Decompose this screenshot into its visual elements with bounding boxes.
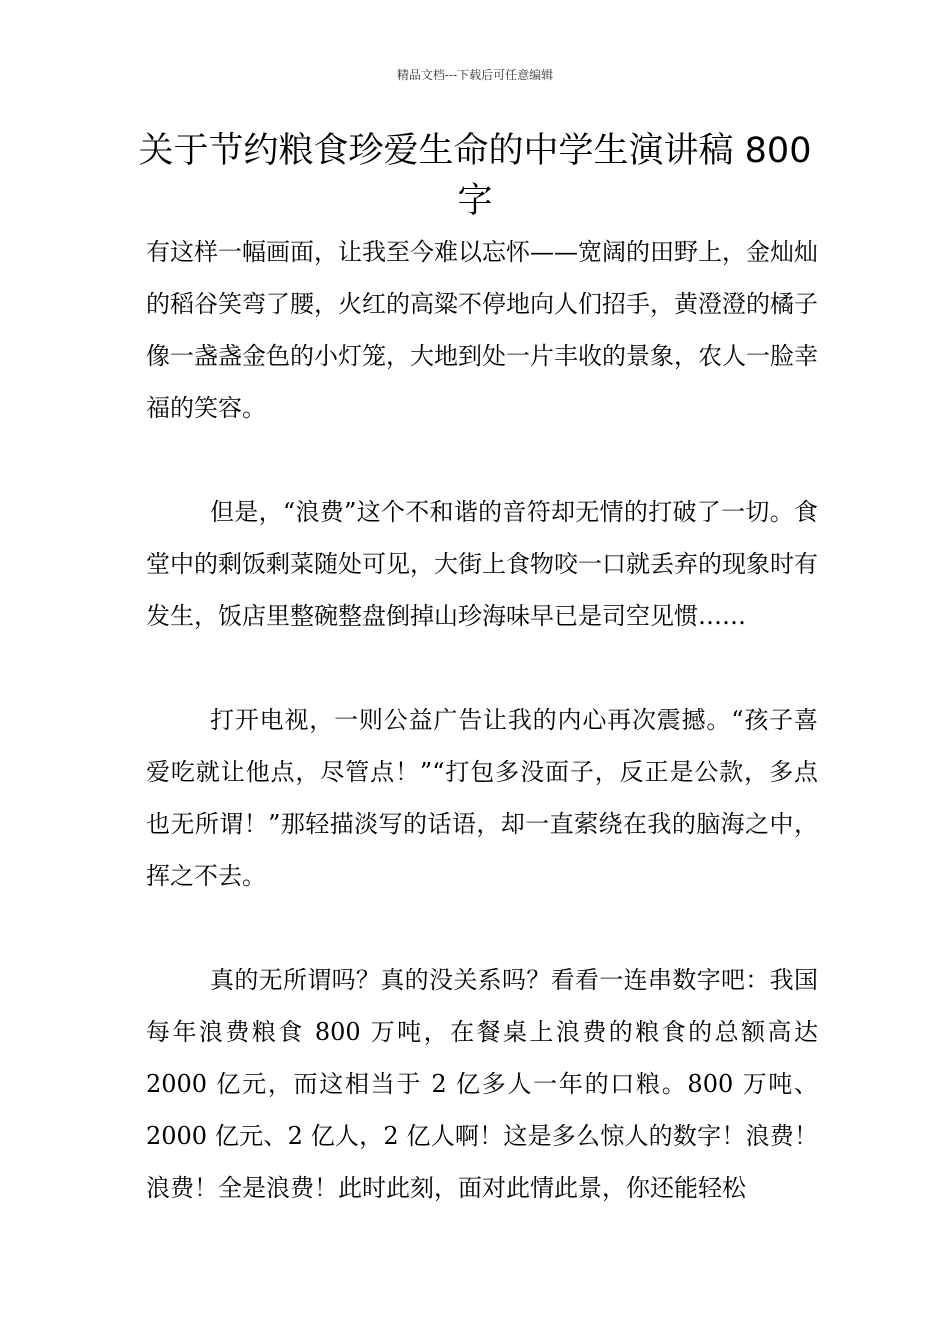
document-body — [146, 226, 818, 1266]
header-note: 精品文档---下载后可任意编辑 — [396, 68, 554, 82]
paragraph-2: 但是，“浪费”这个不和谐的音符却无情的打破了一切。食堂中的剩饭剩菜随处可见，大街上食物咬一口就丢弃的现象时有发生，饭店里整碗整盘倒掉山珍海味早已是司空见惯…… — [146, 498, 818, 630]
paragraph-3: 打开电视，一则公益广告让我的内心再次震撼。“孩子喜爱吃就让他点，尽管点！”“打包多没面子，反正是公款，多点也无所谓！”那轻描淡写的话语，却一直萦绕在我的脑海之中，挥之不去。 — [146, 706, 818, 890]
document-title: 关于节约粮食珍爱生命的中学生演讲稿 800 字 — [138, 131, 812, 221]
paragraph-1: 有这样一幅画面，让我至今难以忘怀——宽阔的田野上，金灿灿的稻谷笑弯了腰，火红的高粱不停地向人们招手，黄澄澄的橘子像一盏盏金色的小灯笼，大地到处一片丰收的景象，农人一脸幸福的笑容。 — [146, 238, 818, 422]
paragraph-4: 真的无所谓吗？真的没关系吗？看看一连串数字吧：我国每年浪费粮食 800 万吨，在餐桌上浪费的粮食的总额高达 2000 亿元，而这相当于 2 亿多人一年的口粮。800 万吨、2000 亿元、2 亿人，2 亿人啊！这是多么惊人的数字！浪费！浪费！全是浪费！此时此刻，面对此情此景，你还能轻松 — [146, 966, 818, 1202]
